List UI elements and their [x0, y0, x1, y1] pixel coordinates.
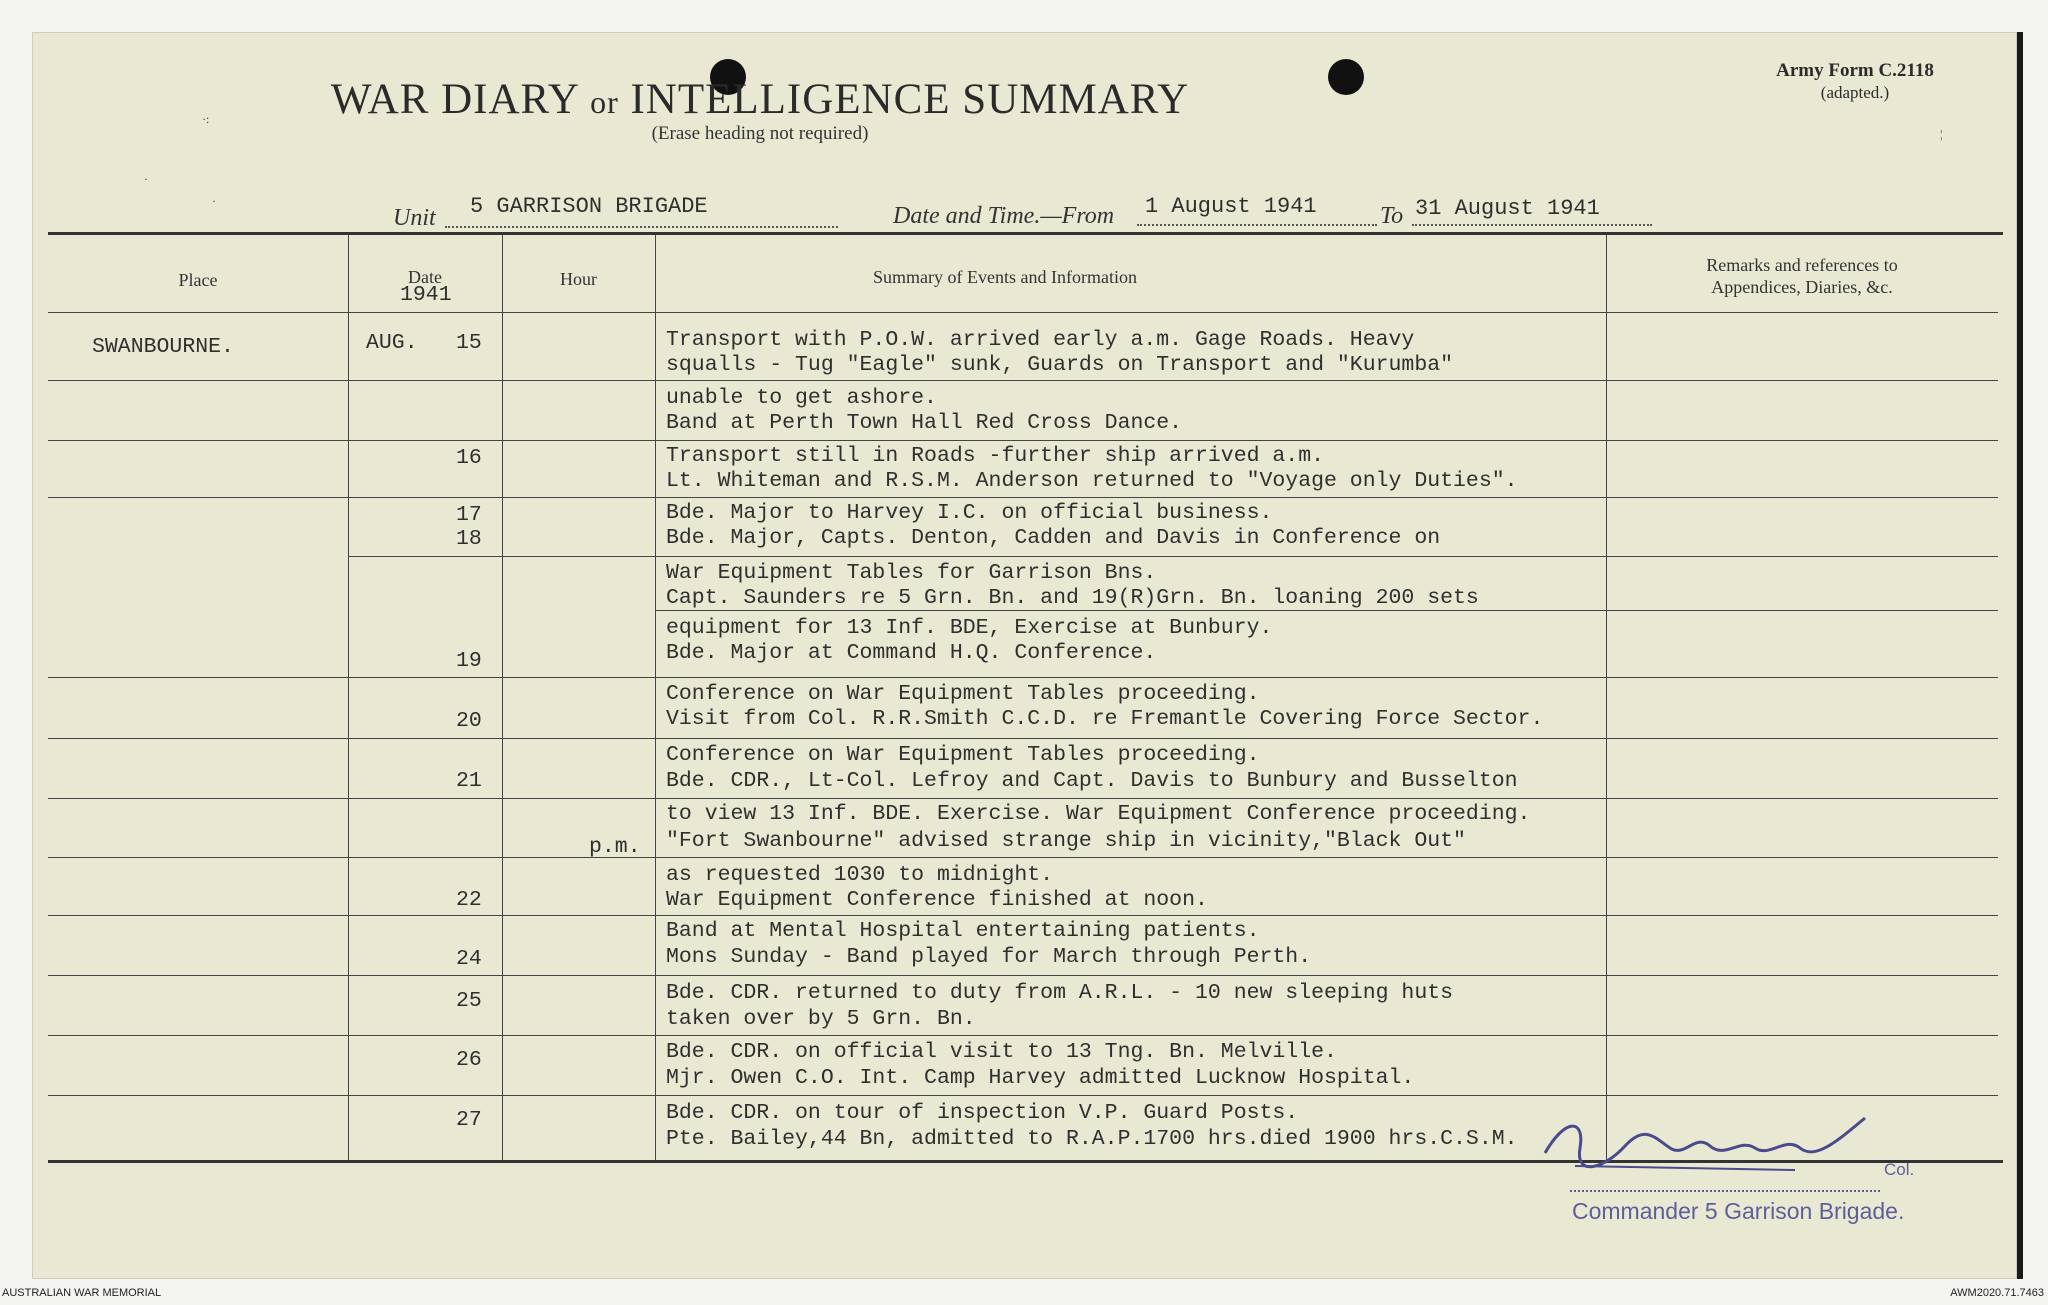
- row-rule: [348, 556, 1998, 557]
- col-divider: [348, 235, 349, 1160]
- form-title-part-2: INTELLIGENCE SUMMARY: [630, 76, 1190, 123]
- place-entry: SWANBOURNE.: [92, 335, 234, 359]
- col-header-hour: Hour: [560, 269, 597, 289]
- col-header-remarks-line-1: Remarks and references to: [1706, 255, 1898, 275]
- summary-line: Conference on War Equipment Tables proceeding.: [666, 743, 1260, 767]
- row-rule: [48, 975, 1998, 976]
- date-day: 17: [456, 503, 482, 527]
- summary-line: Conference on War Equipment Tables proceeding.: [666, 682, 1260, 706]
- unit-label: Unit: [393, 205, 436, 231]
- row-rule: [48, 738, 1998, 739]
- row-rule: [48, 440, 1998, 441]
- col-header-remarks-line-2: Appendices, Diaries, &c.: [1711, 276, 1893, 297]
- date-day: 22: [456, 888, 482, 912]
- row-rule: [48, 857, 1998, 858]
- summary-line: Bde. Major to Harvey I.C. on official business.: [666, 501, 1273, 525]
- footer-archive-name: AUSTRALIAN WAR MEMORIAL: [2, 1287, 162, 1299]
- summary-line: Band at Perth Town Hall Red Cross Dance.: [666, 411, 1183, 435]
- form-title-or: or: [590, 84, 619, 120]
- summary-line: Band at Mental Hospital entertaining patients.: [666, 919, 1260, 943]
- summary-line: Mjr. Owen C.O. Int. Camp Harvey admitted Lucknow Hospital.: [666, 1066, 1415, 1090]
- paper-speck: ·: [212, 194, 216, 208]
- form-title-part-1: WAR DIARY: [330, 76, 579, 123]
- col-header-date-label: Date: [408, 267, 442, 287]
- summary-line: Mons Sunday - Band played for March through Perth.: [666, 945, 1312, 969]
- summary-line: Lt. Whiteman and R.S.M. Anderson returned to "Voyage only Duties".: [666, 469, 1518, 493]
- date-day: 25: [456, 989, 482, 1013]
- summary-line: Capt. Saunders re 5 Grn. Bn. and 19(R)Grn. Bn. loaning 200 sets: [666, 586, 1479, 610]
- army-form-number: Army Form C.2118: [1776, 60, 1934, 81]
- summary-line: Transport still in Roads -further ship arrived a.m.: [666, 444, 1325, 468]
- erase-note: (Erase heading not required): [651, 123, 869, 144]
- date-day: 18: [456, 527, 482, 551]
- date-month: AUG.: [366, 331, 418, 355]
- signature-scrawl: [1535, 1108, 1875, 1178]
- row-rule: [48, 798, 1998, 799]
- header-rule: [48, 312, 1998, 313]
- army-form-label: [1740, 60, 1970, 103]
- commander-signature: [1535, 1108, 1875, 1182]
- row-rule: [48, 380, 1998, 381]
- summary-line: Bde. Major, Capts. Denton, Cadden and Davis in Conference on: [666, 526, 1441, 550]
- summary-line: Bde. CDR. returned to duty from A.R.L. - 10 new sleeping huts: [666, 981, 1454, 1005]
- summary-line: Bde. CDR., Lt-Col. Lefroy and Capt. Davis to Bunbury and Busselton: [666, 769, 1518, 793]
- diary-table: [48, 232, 2003, 1163]
- unit-dotline: [445, 226, 838, 228]
- unit-value: 5 GARRISON BRIGADE: [470, 194, 708, 219]
- army-form-adapted: (adapted.): [1820, 82, 1890, 102]
- summary-line: Pte. Bailey,44 Bn, admitted to R.A.P.1700 hrs.died 1900 hrs.C.S.M.: [666, 1127, 1518, 1151]
- summary-line: Bde. CDR. on tour of inspection V.P. Guard Posts.: [666, 1101, 1299, 1125]
- summary-line: Bde. Major at Command H.Q. Conference.: [666, 641, 1157, 665]
- row-rule: [48, 915, 1998, 916]
- summary-line: Transport with P.O.W. arrived early a.m. Gage Roads. Heavy: [666, 328, 1415, 352]
- row-rule: [48, 1035, 1998, 1036]
- footer-accession-number: AWM2020.71.7463: [1950, 1287, 2044, 1299]
- paper-speck: ·:: [202, 112, 210, 126]
- date-day: 24: [456, 947, 482, 971]
- summary-line: War Equipment Tables for Garrison Bns.: [666, 561, 1157, 585]
- date-to-label: To: [1380, 203, 1404, 229]
- col-header-place: Place: [178, 270, 218, 290]
- date-to-dotline: [1412, 224, 1652, 226]
- summary-line: unable to get ashore.: [666, 386, 937, 410]
- date-to-value: 31 August 1941: [1415, 196, 1600, 221]
- paper-speck: ·: [144, 172, 148, 186]
- row-rule: [48, 497, 1998, 498]
- date-from-label: Date and Time.—From: [893, 203, 1115, 229]
- date-day: 26: [456, 1048, 482, 1072]
- row-rule: [48, 677, 1998, 678]
- summary-line: equipment for 13 Inf. BDE, Exercise at Bunbury.: [666, 616, 1273, 640]
- col-header-year: 1941: [400, 283, 452, 307]
- date-day: 16: [456, 446, 482, 470]
- date-from-dotline: [1137, 224, 1377, 226]
- summary-line: taken over by 5 Grn. Bn.: [666, 1007, 976, 1031]
- date-from-value: 1 August 1941: [1145, 194, 1317, 219]
- summary-line: War Equipment Conference finished at noon.: [666, 888, 1208, 912]
- paper-speck: ¦: [1940, 127, 1943, 141]
- summary-line: Bde. CDR. on official visit to 13 Tng. Bn. Melville.: [666, 1040, 1337, 1064]
- col-header-summary: Summary of Events and Information: [873, 267, 1137, 287]
- col-divider: [1606, 235, 1607, 1160]
- signature-dotline: [1570, 1190, 1880, 1192]
- summary-line: as requested 1030 to midnight.: [666, 863, 1054, 887]
- col-header-remarks: [1606, 255, 1998, 298]
- summary-line: to view 13 Inf. BDE. Exercise. War Equipment Conference proceeding.: [666, 802, 1531, 826]
- summary-line: squalls - Tug "Eagle" sunk, Guards on Transport and "Kurumba": [666, 353, 1454, 377]
- hour-entry: p.m.: [589, 835, 641, 859]
- form-title: [0, 75, 1520, 124]
- summary-line: "Fort Swanbourne" advised strange ship in vicinity,"Black Out": [666, 829, 1466, 853]
- col-divider: [655, 235, 656, 1160]
- col-divider: [502, 235, 503, 1160]
- date-day: 20: [456, 709, 482, 733]
- row-rule: [48, 1095, 1998, 1096]
- date-day: 21: [456, 769, 482, 793]
- date-day: 19: [456, 649, 482, 673]
- commander-stamp: Commander 5 Garrison Brigade.: [1572, 1198, 1905, 1224]
- summary-line: Visit from Col. R.R.Smith C.C.D. re Fremantle Covering Force Sector.: [666, 707, 1544, 731]
- date-day: 27: [456, 1108, 482, 1132]
- rank-stamp: Col.: [1884, 1160, 1915, 1179]
- date-day: 15: [456, 331, 482, 355]
